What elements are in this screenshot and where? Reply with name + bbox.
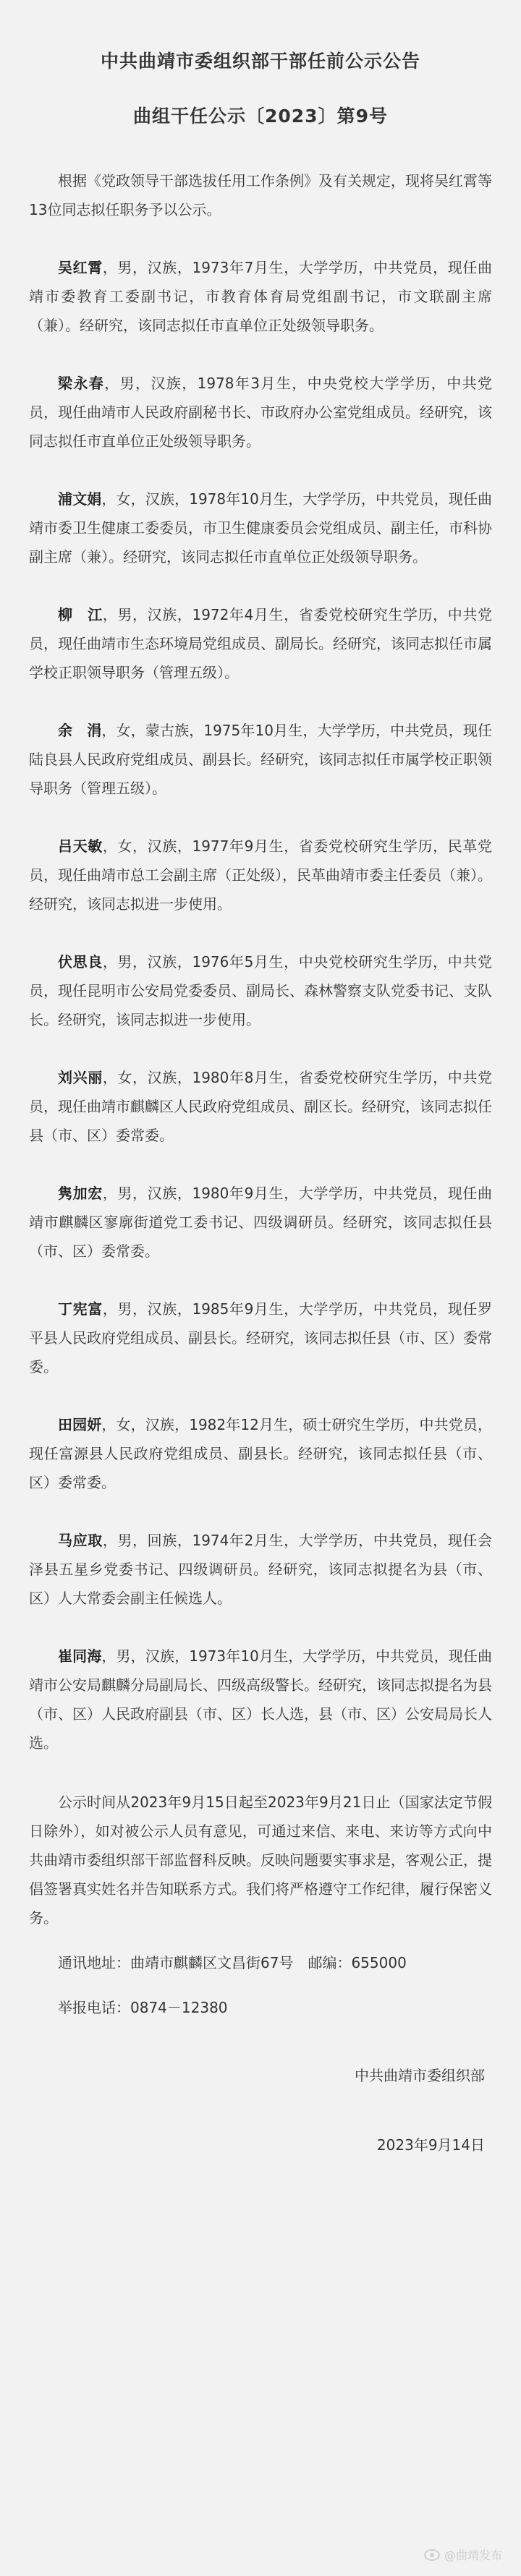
person-entry [29, 1642, 492, 1757]
person-entry [29, 1295, 492, 1381]
person-details: ，男，汉族，1972年4月生，省委党校研究生学历，中共党员，现任曲靖市生态环境局党组成员、副局长。经研究，该同志拟任市属学校正职领导职务（管理五级）。 [29, 606, 493, 681]
person-details: ，男，汉族，1973年7月生，大学学历，中共党员，现任曲靖市委教育工委副书记，市教育体育局党组副书记，市文联副主席（兼）。经研究，该同志拟任市直单位正处级领导职务。 [29, 259, 493, 334]
intro-paragraph: 根据《党政领导干部选拔任用工作条例》及有关规定，现将吴红霄等13位同志拟任职务予以公示。 [29, 172, 492, 218]
person-details: ，女，汉族，1978年10月生，大学学历，中共党员，现任曲靖市委卫生健康工委委员，市卫生健康委员会党组成员、副主任，市科协副主席（兼）。经研究，该同志拟任市直单位正处级领导职务。 [29, 490, 492, 566]
person-name: 刘兴丽 [58, 1069, 103, 1086]
person-details: ，男，汉族，1985年9月生，大学学历，中共党员，现任罗平县人民政府党组成员、副县长。经研究，该同志拟任县（市、区）委常委。 [29, 1300, 493, 1376]
watermark [424, 2546, 502, 2563]
person-details: ，男，汉族，1978年3月生，中央党校大学学历，中共党员，现任曲靖市人民政府副秘书长、市政府办公室党组成员。经研究，该同志拟任市直单位正处级领导职务。 [29, 375, 493, 450]
notice-paragraph: 公示时间从2023年9月15日起至2023年9月21日止（国家法定节假日除外），如对被公示人员有意见，可通过来信、来电、来访等方式向中共曲靖市委组织部干部监督科反映。反映问题要实事求是，客观公正，提倡签署真实姓名并告知联系方式。我们将严格遵守工作纪律，履行保密义务。 [29, 1794, 492, 1927]
person-entry [29, 716, 492, 803]
watermark-text: @曲靖发布 [444, 2549, 502, 2562]
person-details: ，女，汉族，1980年8月生，省委党校研究生学历，中共党员，现任曲靖市麒麟区人民政府党组成员、副区长。经研究，该同志拟任县（市、区）委常委。 [29, 1069, 493, 1144]
person-name: 梁永春 [58, 375, 105, 392]
person-entry [29, 1410, 492, 1497]
document-number: 曲组干任公示〔2023〕第9号 [133, 106, 388, 127]
person-name: 丁宪富 [58, 1300, 103, 1318]
person-entry [29, 832, 492, 918]
issuer-signature: 中共曲靖市委组织部 [355, 2067, 485, 2084]
person-entry [29, 600, 492, 687]
issue-date: 2023年9月14日 [376, 2136, 485, 2154]
person-details: ，男，汉族，1980年9月生，大学学历，中共党员，现任曲靖市麒麟区寥廓街道党工委书记、四级调研员。经研究，该同志拟任县（市、区）委常委。 [29, 1185, 493, 1260]
person-entry [29, 1526, 492, 1613]
person-entry [29, 485, 492, 571]
person-name: 崔同海 [58, 1647, 102, 1665]
person-entry [29, 1179, 492, 1266]
person-entry [29, 1063, 492, 1150]
person-name: 柳 江 [58, 606, 103, 623]
weibo-eye-icon [424, 2549, 440, 2561]
person-name: 浦文娟 [58, 490, 102, 508]
person-name: 马应取 [58, 1532, 103, 1549]
person-entry [29, 947, 492, 1034]
person-name: 吕天敏 [58, 837, 103, 855]
person-name: 田园妍 [58, 1416, 102, 1433]
page-title: 中共曲靖市委组织部干部任前公示公告 [100, 51, 420, 72]
contact-phone: 举报电话：0874－12380 [58, 1999, 228, 2016]
person-name: 吴红霄 [58, 259, 103, 276]
person-details: ，女，汉族，1977年9月生，省委党校研究生学历，民革党员，现任曲靖市总工会副主席（正处级），民革曲靖市委主任委员（兼）。经研究，该同志拟进一步使用。 [29, 837, 493, 913]
person-name: 余 涓 [58, 722, 102, 739]
person-entry [29, 253, 492, 340]
contact-address: 通讯地址：曲靖市麒麟区文昌街67号 邮编：655000 [58, 1954, 407, 1971]
person-entry [29, 369, 492, 456]
person-details: ，女，汉族，1982年12月生，硕士研究生学历，中共党员，现任富源县人民政府党组成员、副县长。经研究，该同志拟任县（市、区）委常委。 [29, 1416, 492, 1491]
person-name: 伏思良 [58, 953, 103, 971]
person-name: 隽加宏 [58, 1185, 103, 1202]
person-details: ，男，汉族，1973年10月生，大学学历，中共党员，现任曲靖市公安局麒麟分局副局长、四级高级警长。经研究，该同志拟提名为县（市、区）人民政府副县（市、区）长人选，县（市、区）公安局局长人选。 [29, 1647, 492, 1752]
person-details: ，男，回族，1974年2月生，大学学历，中共党员，现任会泽县五星乡党委书记、四级调研员。经研究，该同志拟提名为县（市、区）人大常委会副主任候选人。 [29, 1532, 493, 1607]
person-details: ，女，蒙古族，1975年10月生，大学学历，中共党员，现任陆良县人民政府党组成员、副县长。经研究，该同志拟任市属学校正职领导职务（管理五级）。 [29, 722, 492, 797]
person-details: ，男，汉族，1976年5月生，中央党校研究生学历，中共党员，现任昆明市公安局党委委员、副局长、森林警察支队党委书记、支队长。经研究，该同志拟进一步使用。 [29, 953, 493, 1028]
